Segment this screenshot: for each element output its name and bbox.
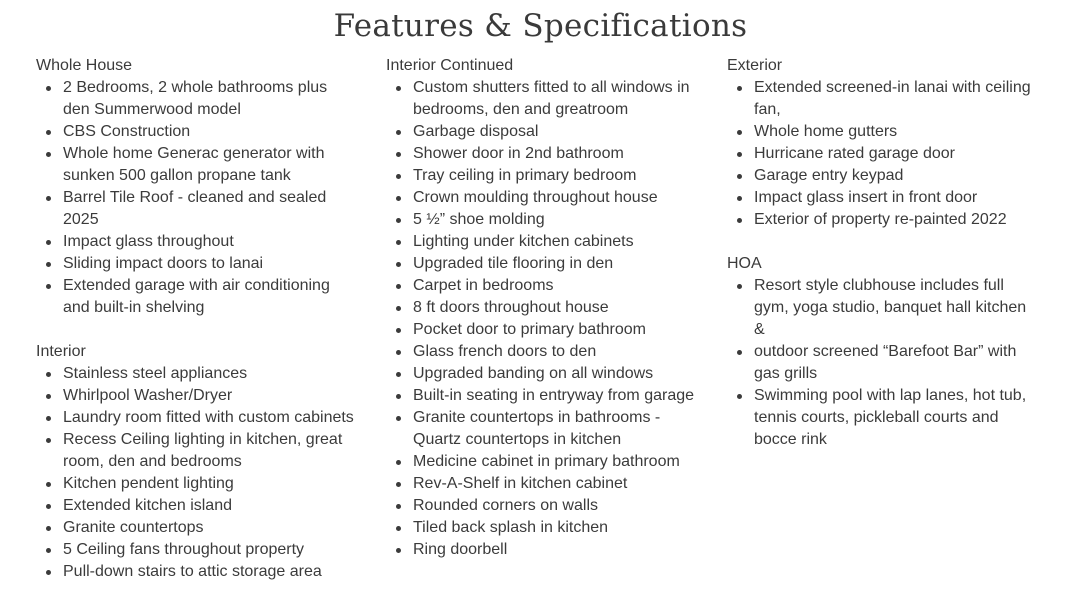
list-item: Granite countertops [63,517,356,539]
list-item: Recess Ceiling lighting in kitchen, great room, den and bedrooms [63,429,356,473]
feature-list [36,363,356,583]
list-item: Stainless steel appliances [63,363,356,385]
section-interior [36,341,356,583]
section-exterior [727,55,1037,231]
feature-list [36,77,356,319]
list-item: Garage entry keypad [754,165,1037,187]
list-item: Pocket door to primary bathroom [413,319,696,341]
section-heading: Interior Continued [386,57,514,74]
list-item: Extended screened-in lanai with ceiling fan, [754,77,1037,121]
list-item: Shower door in 2nd bathroom [413,143,696,165]
list-item: CBS Construction [63,121,356,143]
list-item: Pull-down stairs to attic storage area [63,561,356,583]
list-item: Laundry room fitted with custom cabinets [63,407,356,429]
list-item: Tray ceiling in primary bedroom [413,165,696,187]
section-heading: Whole House [36,57,133,74]
list-item: Built-in seating in entryway from garage [413,385,696,407]
list-item: Whirlpool Washer/Dryer [63,385,356,407]
list-item: Extended kitchen island [63,495,356,517]
column-3 [727,55,1037,473]
column-1 [36,55,356,605]
list-item: 2 Bedrooms, 2 whole bathrooms plus den Summerwood model [63,77,356,121]
list-item: Sliding impact doors to lanai [63,253,356,275]
section-whole-house [36,55,356,319]
feature-list [386,77,696,561]
list-item: Upgraded banding on all windows [413,363,696,385]
section-heading: HOA [727,255,762,272]
section-hoa [727,253,1037,451]
list-item: Whole home gutters [754,121,1037,143]
list-item: Ring doorbell [413,539,696,561]
list-item: Crown moulding throughout house [413,187,696,209]
column-2 [386,55,696,583]
section-interior-continued [386,55,696,561]
list-item: Kitchen pendent lighting [63,473,356,495]
list-item: Lighting under kitchen cabinets [413,231,696,253]
list-item: Custom shutters fitted to all windows in bedrooms, den and greatroom [413,77,696,121]
section-heading: Exterior [727,57,783,74]
list-item: Extended garage with air conditioning and built-in shelving [63,275,356,319]
list-item: Swimming pool with lap lanes, hot tub, tennis courts, pickleball courts and bocce rink [754,385,1037,451]
list-item: 5 ½” shoe molding [413,209,696,231]
list-item: Exterior of property re-painted 2022 [754,209,1037,231]
list-item: Hurricane rated garage door [754,143,1037,165]
list-item: Impact glass insert in front door [754,187,1037,209]
list-item: Rounded corners on walls [413,495,696,517]
list-item: 8 ft doors throughout house [413,297,696,319]
list-item: Carpet in bedrooms [413,275,696,297]
list-item: Tiled back splash in kitchen [413,517,696,539]
list-item: Rev-A-Shelf in kitchen cabinet [413,473,696,495]
list-item: Granite countertops in bathrooms - Quartz countertops in kitchen [413,407,696,451]
feature-list [727,275,1037,451]
list-item: Barrel Tile Roof - cleaned and sealed 2025 [63,187,356,231]
list-item: Upgraded tile flooring in den [413,253,696,275]
list-item: Garbage disposal [413,121,696,143]
section-heading: Interior [36,343,86,360]
list-item: Resort style clubhouse includes full gym, yoga studio, banquet hall kitchen & [754,275,1037,341]
list-item: Impact glass throughout [63,231,356,253]
list-item: outdoor screened “Barefoot Bar” with gas grills [754,341,1037,385]
list-item: Glass french doors to den [413,341,696,363]
list-item: Whole home Generac generator with sunken 500 gallon propane tank [63,143,356,187]
list-item: Medicine cabinet in primary bathroom [413,451,696,473]
list-item: 5 Ceiling fans throughout property [63,539,356,561]
page-title: Features & Specifications [333,8,748,44]
feature-list [727,77,1037,231]
